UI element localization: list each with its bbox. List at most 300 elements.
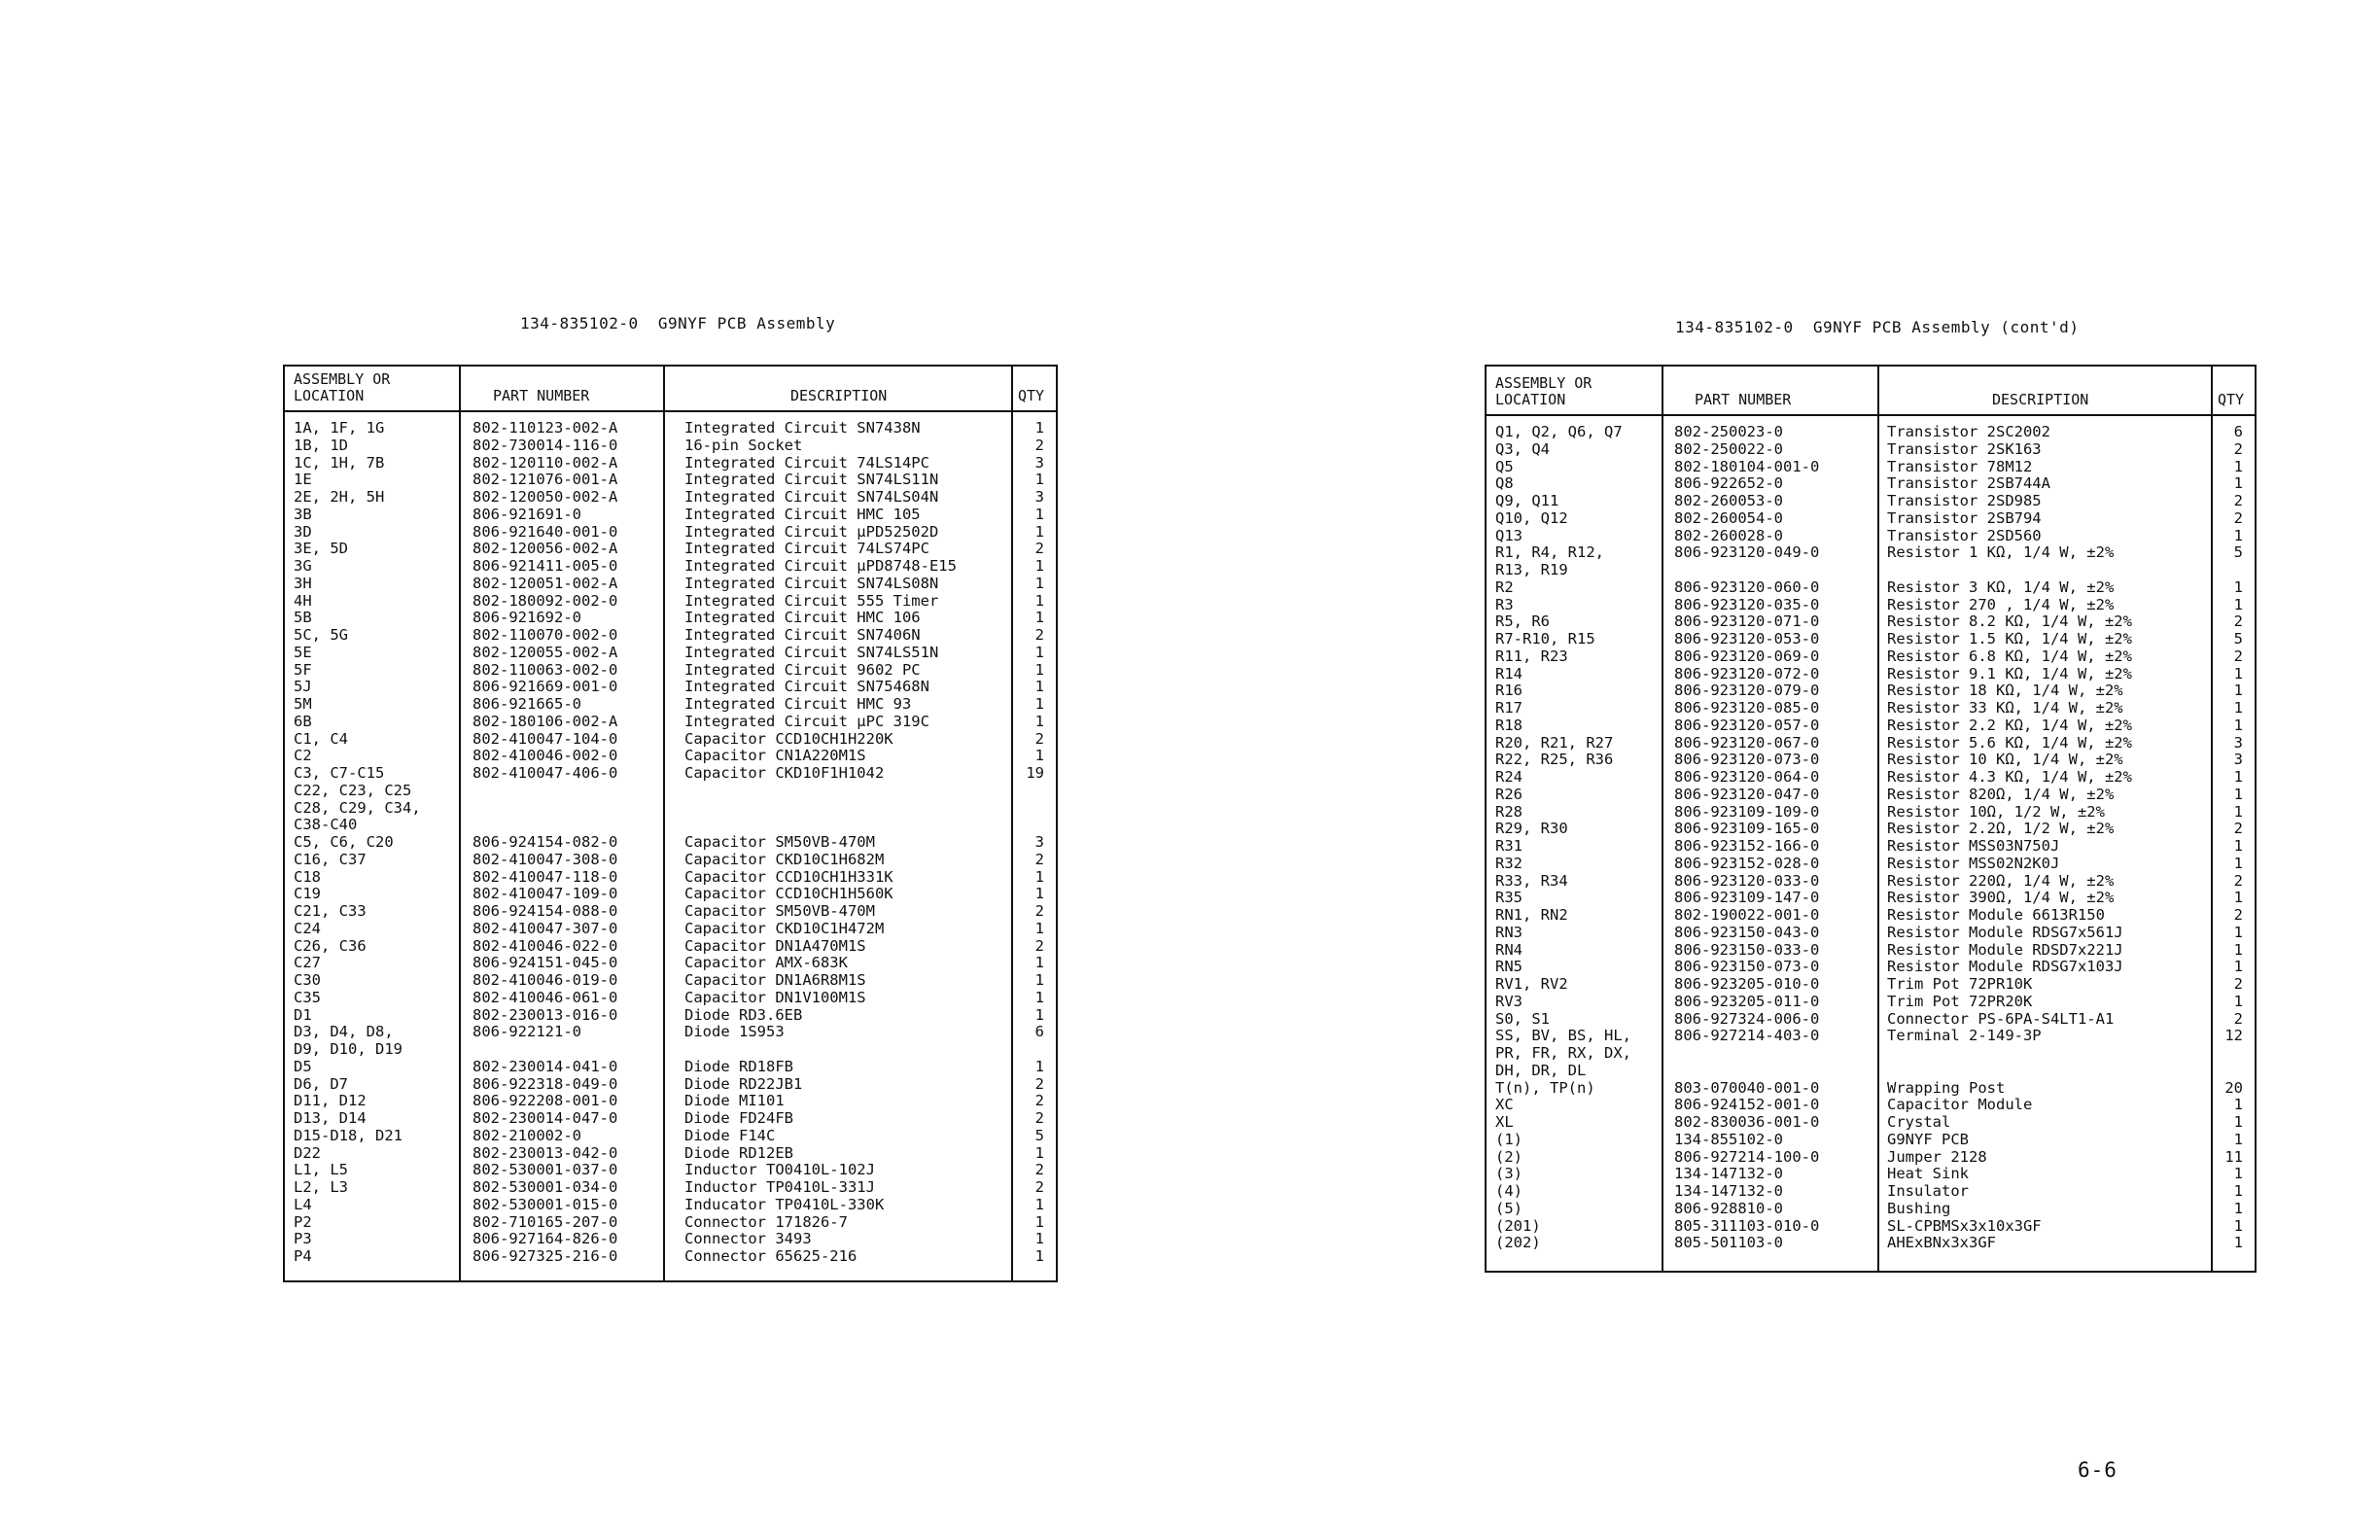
qty-cell: 1 bbox=[2233, 474, 2243, 493]
description-cell: Diode F14C bbox=[684, 1126, 776, 1144]
location-cell: R11, R23 bbox=[1495, 647, 1568, 665]
part-number-cell: 802-410046-061-0 bbox=[472, 988, 618, 1006]
qty-cell: 6 bbox=[1034, 1023, 1044, 1041]
table-row bbox=[1487, 612, 2257, 630]
location-cell: C19 bbox=[294, 885, 321, 903]
qty-cell: 11 bbox=[2224, 1147, 2243, 1166]
table-row bbox=[1487, 1113, 2257, 1131]
table-row bbox=[285, 782, 1058, 799]
part-number-cell: 802-830036-001-0 bbox=[1674, 1113, 1820, 1131]
description-cell: Integrated Circuit SN74LS11N bbox=[684, 471, 939, 489]
description-cell: Crystal bbox=[1887, 1113, 1951, 1131]
table-row bbox=[1487, 1131, 2257, 1148]
description-cell: Resistor Module RDSG7x561J bbox=[1887, 923, 2123, 941]
part-number-cell: 802-110070-002-0 bbox=[472, 626, 618, 644]
description-cell: Capacitor Module bbox=[1887, 1096, 2033, 1114]
qty-cell: 1 bbox=[2233, 716, 2243, 734]
location-cell: D1 bbox=[294, 1005, 312, 1024]
table-row bbox=[1487, 786, 2257, 803]
part-number-cell: 802-230014-041-0 bbox=[472, 1057, 618, 1075]
table-row bbox=[1487, 906, 2257, 924]
qty-cell: 2 bbox=[1034, 1178, 1044, 1196]
qty-cell: 1 bbox=[1034, 1230, 1044, 1248]
qty-cell: 1 bbox=[2233, 664, 2243, 682]
qty-cell: 2 bbox=[1034, 1074, 1044, 1093]
table-row bbox=[1487, 630, 2257, 648]
part-number-cell: 806-922208-001-0 bbox=[472, 1092, 618, 1110]
location-cell: D22 bbox=[294, 1143, 321, 1162]
part-number-cell: 802-121076-001-A bbox=[472, 471, 618, 489]
qty-cell: 2 bbox=[2233, 820, 2243, 838]
description-cell: Resistor 18 KΩ, 1/4 W, ±2% bbox=[1887, 682, 2123, 700]
qty-cell: 1 bbox=[2233, 940, 2243, 959]
qty-cell: 1 bbox=[1034, 1212, 1044, 1231]
location-cell: 5F bbox=[294, 660, 312, 679]
part-number-cell: 806-923205-010-0 bbox=[1674, 975, 1820, 993]
qty-cell: 5 bbox=[2233, 543, 2243, 562]
qty-cell: 2 bbox=[2233, 492, 2243, 509]
location-cell: XL bbox=[1495, 1113, 1514, 1131]
description-cell: Terminal 2-149-3P bbox=[1887, 1027, 2042, 1045]
part-number-cell: 806-923109-109-0 bbox=[1674, 802, 1820, 821]
part-number-cell: 806-923120-072-0 bbox=[1674, 664, 1820, 682]
part-number-cell: 806-923152-028-0 bbox=[1674, 854, 1820, 872]
qty-cell: 2 bbox=[2233, 508, 2243, 527]
table-row bbox=[285, 609, 1058, 626]
table-row bbox=[285, 523, 1058, 541]
qty-cell: 3 bbox=[1034, 833, 1044, 851]
part-number-cell: 806-924151-045-0 bbox=[472, 954, 618, 972]
table-row bbox=[1487, 527, 2257, 544]
qty-cell: 1 bbox=[2233, 1216, 2243, 1235]
part-number-cell: 134-147132-0 bbox=[1674, 1182, 1783, 1200]
part-number-cell: 806-921692-0 bbox=[472, 609, 581, 627]
location-cell: L4 bbox=[294, 1195, 312, 1213]
table-row bbox=[1487, 837, 2257, 855]
location-cell: 5C, 5G bbox=[294, 626, 348, 644]
table-row bbox=[285, 1247, 1058, 1265]
description-cell: Integrated Circuit SN7406N bbox=[684, 626, 921, 644]
location-cell: C22, C23, C25 bbox=[294, 781, 412, 799]
qty-cell: 1 bbox=[2233, 457, 2243, 475]
description-cell: Inducator TP0410L-330K bbox=[684, 1195, 885, 1213]
qty-cell: 2 bbox=[1034, 540, 1044, 558]
description-cell: Bushing bbox=[1887, 1199, 1951, 1217]
table-row bbox=[285, 1006, 1058, 1024]
part-number-cell: 806-923120-073-0 bbox=[1674, 751, 1820, 769]
part-number-cell: 806-923120-033-0 bbox=[1674, 871, 1820, 890]
description-cell: Capacitor DN1A470M1S bbox=[684, 936, 866, 955]
table-row bbox=[1487, 872, 2257, 890]
description-cell: Capacitor CKD10C1H472M bbox=[684, 919, 885, 937]
location-cell: D6, D7 bbox=[294, 1074, 348, 1093]
part-number-cell: 802-530001-015-0 bbox=[472, 1195, 618, 1213]
header-part-number: PART NUMBER bbox=[493, 387, 590, 404]
location-cell: (2) bbox=[1495, 1147, 1522, 1166]
table-row bbox=[285, 419, 1058, 437]
location-cell: R18 bbox=[1495, 716, 1522, 734]
table-row bbox=[1487, 423, 2257, 440]
qty-cell: 2 bbox=[1034, 729, 1044, 748]
description-cell: Resistor 10 KΩ, 1/4 W, ±2% bbox=[1887, 751, 2123, 769]
location-cell: R24 bbox=[1495, 768, 1522, 786]
qty-cell: 20 bbox=[2224, 1078, 2243, 1097]
part-number-cell: 806-923120-064-0 bbox=[1674, 768, 1820, 786]
description-cell: Diode RD22JB1 bbox=[684, 1074, 803, 1093]
table-row bbox=[285, 454, 1058, 472]
qty-cell: 1 bbox=[2233, 785, 2243, 803]
description-cell: Transistor 2SC2002 bbox=[1887, 423, 2050, 440]
table-row bbox=[1487, 1044, 2257, 1062]
table-row bbox=[1487, 975, 2257, 993]
location-cell: 6B bbox=[294, 712, 312, 730]
qty-cell: 1 bbox=[2233, 1113, 2243, 1131]
location-cell: R13, R19 bbox=[1495, 561, 1568, 578]
qty-cell: 1 bbox=[1034, 574, 1044, 592]
location-cell: D9, D10, D19 bbox=[294, 1040, 402, 1058]
location-cell: 1A, 1F, 1G bbox=[294, 419, 385, 437]
location-cell: D11, D12 bbox=[294, 1092, 367, 1110]
part-number-cell: 802-120051-002-A bbox=[472, 574, 618, 592]
part-number-cell: 806-923152-166-0 bbox=[1674, 837, 1820, 855]
qty-cell: 1 bbox=[1034, 919, 1044, 937]
location-cell: RV1, RV2 bbox=[1495, 975, 1568, 993]
description-cell: Integrated Circuit 74LS14PC bbox=[684, 453, 929, 472]
table-row bbox=[1487, 924, 2257, 941]
part-number-cell: 802-410046-022-0 bbox=[472, 936, 618, 955]
description-cell: Integrated Circuit µPC 319C bbox=[684, 712, 929, 730]
description-cell: Transistor 2SB744A bbox=[1887, 474, 2050, 493]
description-cell: Capacitor DN1A6R8M1S bbox=[684, 971, 866, 989]
table-row bbox=[1487, 820, 2257, 837]
part-number-cell: 806-927164-826-0 bbox=[472, 1230, 618, 1248]
location-cell: 5M bbox=[294, 695, 312, 713]
part-number-cell: 806-924152-001-0 bbox=[1674, 1096, 1820, 1114]
qty-cell: 1 bbox=[1034, 505, 1044, 523]
location-cell: D13, D14 bbox=[294, 1109, 367, 1127]
location-cell: L2, L3 bbox=[294, 1178, 348, 1196]
part-number-cell: 802-190022-001-0 bbox=[1674, 906, 1820, 924]
part-number-cell: 806-927325-216-0 bbox=[472, 1247, 618, 1265]
location-cell: (201) bbox=[1495, 1216, 1541, 1235]
description-cell: Diode MI101 bbox=[684, 1092, 785, 1110]
location-cell: 5E bbox=[294, 643, 312, 661]
location-cell: R17 bbox=[1495, 699, 1522, 717]
part-number-cell: 802-530001-034-0 bbox=[472, 1178, 618, 1196]
description-cell: Capacitor CCD10CH1H331K bbox=[684, 867, 893, 886]
qty-cell: 1 bbox=[1034, 1143, 1044, 1162]
location-cell: C38-C40 bbox=[294, 816, 358, 834]
location-cell: D3, D4, D8, bbox=[294, 1023, 394, 1041]
description-cell: Integrated Circuit 9602 PC bbox=[684, 660, 921, 679]
description-cell: Integrated Circuit SN75468N bbox=[684, 678, 929, 696]
location-cell: R31 bbox=[1495, 837, 1522, 855]
location-cell: Q3, Q4 bbox=[1495, 439, 1550, 458]
qty-cell: 2 bbox=[2233, 647, 2243, 665]
qty-cell: 1 bbox=[2233, 1182, 2243, 1200]
qty-cell: 1 bbox=[1034, 1005, 1044, 1024]
part-number-cell: 802-230013-042-0 bbox=[472, 1143, 618, 1162]
description-cell: Integrated Circuit 555 Timer bbox=[684, 591, 939, 610]
location-cell: R33, R34 bbox=[1495, 871, 1568, 890]
qty-cell: 3 bbox=[1034, 453, 1044, 472]
location-cell: 1C, 1H, 7B bbox=[294, 453, 385, 472]
part-number-cell: 134-855102-0 bbox=[1674, 1130, 1783, 1148]
description-cell: Inductor TP0410L-331J bbox=[684, 1178, 875, 1196]
part-number-cell: 802-230014-047-0 bbox=[472, 1109, 618, 1127]
table-row bbox=[1487, 596, 2257, 613]
description-cell: Resistor MSS03N750J bbox=[1887, 837, 2060, 855]
description-cell: Capacitor CKD10C1H682M bbox=[684, 850, 885, 868]
table-row bbox=[1487, 889, 2257, 906]
table-row bbox=[285, 920, 1058, 937]
table-row bbox=[1487, 682, 2257, 699]
table-row bbox=[1487, 492, 2257, 509]
location-cell: R29, R30 bbox=[1495, 820, 1568, 838]
table-row bbox=[1487, 717, 2257, 734]
qty-cell: 1 bbox=[1034, 1195, 1044, 1213]
description-cell: Connector 65625-216 bbox=[684, 1247, 858, 1265]
location-cell: SS, BV, BS, HL, bbox=[1495, 1027, 1631, 1045]
part-number-cell: 802-180092-002-0 bbox=[472, 591, 618, 610]
table-row bbox=[285, 506, 1058, 523]
description-cell: Diode 1S953 bbox=[684, 1023, 785, 1041]
part-number-cell: 802-410046-002-0 bbox=[472, 747, 618, 765]
qty-cell: 1 bbox=[1034, 471, 1044, 489]
part-number-cell: 805-501103-0 bbox=[1674, 1234, 1783, 1252]
description-cell: G9NYF PCB bbox=[1887, 1130, 1969, 1148]
description-cell: Capacitor CCD10CH1H560K bbox=[684, 885, 893, 903]
part-number-cell: 806-923120-069-0 bbox=[1674, 647, 1820, 665]
location-cell: C21, C33 bbox=[294, 902, 367, 920]
description-cell: Capacitor SM50VB-470M bbox=[684, 833, 875, 851]
part-number-cell: 802-120055-002-A bbox=[472, 643, 618, 661]
location-cell: C1, C4 bbox=[294, 729, 348, 748]
part-number-cell: 802-110123-002-A bbox=[472, 419, 618, 437]
table-row bbox=[1487, 665, 2257, 682]
table-row bbox=[285, 799, 1058, 817]
location-cell: 5B bbox=[294, 609, 312, 627]
description-cell: Integrated Circuit SN74LS51N bbox=[684, 643, 939, 661]
location-cell: T(n), TP(n) bbox=[1495, 1078, 1595, 1097]
location-cell: RN1, RN2 bbox=[1495, 906, 1568, 924]
qty-cell: 1 bbox=[1034, 643, 1044, 661]
description-cell: Integrated Circuit HMC 93 bbox=[684, 695, 912, 713]
location-cell: L1, L5 bbox=[294, 1161, 348, 1179]
location-cell: (202) bbox=[1495, 1234, 1541, 1252]
part-number-cell: 802-120110-002-A bbox=[472, 453, 618, 472]
part-number-cell: 806-923120-057-0 bbox=[1674, 716, 1820, 734]
qty-cell: 1 bbox=[1034, 885, 1044, 903]
qty-cell: 1 bbox=[2233, 1096, 2243, 1114]
qty-cell: 1 bbox=[2233, 958, 2243, 976]
table-row bbox=[1487, 1010, 2257, 1028]
qty-cell: 12 bbox=[2224, 1027, 2243, 1045]
location-cell: 4H bbox=[294, 591, 312, 610]
part-number-cell: 802-410047-406-0 bbox=[472, 764, 618, 782]
table-row bbox=[1487, 1027, 2257, 1044]
description-cell: Connector 3493 bbox=[684, 1230, 812, 1248]
location-cell: Q1, Q2, Q6, Q7 bbox=[1495, 423, 1623, 440]
description-cell: Trim Pot 72PR20K bbox=[1887, 992, 2033, 1010]
table-row bbox=[285, 764, 1058, 782]
part-number-cell: 802-710165-207-0 bbox=[472, 1212, 618, 1231]
location-cell: C26, C36 bbox=[294, 936, 367, 955]
part-number-cell: 802-260028-0 bbox=[1674, 526, 1783, 544]
description-cell: Capacitor CKD10F1H1042 bbox=[684, 764, 885, 782]
location-cell: Q8 bbox=[1495, 474, 1514, 493]
table-row bbox=[285, 1075, 1058, 1093]
table-row bbox=[285, 885, 1058, 902]
part-number-cell: 802-120056-002-A bbox=[472, 540, 618, 558]
location-cell: (4) bbox=[1495, 1182, 1522, 1200]
table-row bbox=[285, 1213, 1058, 1231]
location-cell: C28, C29, C34, bbox=[294, 798, 421, 817]
table-row bbox=[285, 1109, 1058, 1127]
part-number-cell: 803-070040-001-0 bbox=[1674, 1078, 1820, 1097]
header-part-number: PART NUMBER bbox=[1695, 391, 1792, 408]
description-cell: Transistor 2SD985 bbox=[1887, 492, 2042, 509]
qty-cell: 1 bbox=[1034, 988, 1044, 1006]
description-cell: Inductor TO0410L-102J bbox=[684, 1161, 875, 1179]
part-number-cell: 806-923205-011-0 bbox=[1674, 992, 1820, 1010]
table-row bbox=[1487, 855, 2257, 872]
description-cell: Diode RD18FB bbox=[684, 1057, 793, 1075]
location-cell: R3 bbox=[1495, 595, 1514, 613]
table-row bbox=[285, 1127, 1058, 1144]
qty-cell: 1 bbox=[2233, 768, 2243, 786]
qty-cell: 1 bbox=[1034, 971, 1044, 989]
location-cell: C5, C6, C20 bbox=[294, 833, 394, 851]
table-row bbox=[285, 713, 1058, 730]
part-number-cell: 806-921640-001-0 bbox=[472, 522, 618, 541]
part-number-cell: 802-410047-118-0 bbox=[472, 867, 618, 886]
description-cell: Resistor 10Ω, 1/2 W, ±2% bbox=[1887, 802, 2105, 821]
table-row bbox=[1487, 1234, 2257, 1251]
table-row bbox=[285, 471, 1058, 488]
qty-cell: 1 bbox=[1034, 609, 1044, 627]
qty-cell: 1 bbox=[2233, 682, 2243, 700]
qty-cell: 1 bbox=[2233, 595, 2243, 613]
location-cell: DH, DR, DL bbox=[1495, 1061, 1587, 1079]
table-row bbox=[1487, 941, 2257, 959]
location-cell: 3E, 5D bbox=[294, 540, 348, 558]
part-number-cell: 802-410047-104-0 bbox=[472, 729, 618, 748]
qty-cell: 1 bbox=[2233, 889, 2243, 907]
qty-cell: 2 bbox=[2233, 975, 2243, 993]
part-number-cell: 806-923120-060-0 bbox=[1674, 578, 1820, 596]
location-cell: (5) bbox=[1495, 1199, 1522, 1217]
qty-cell: 2 bbox=[2233, 871, 2243, 890]
description-cell: Integrated Circuit 74LS74PC bbox=[684, 540, 929, 558]
description-cell: AHExBNx3x3GF bbox=[1887, 1234, 1996, 1252]
table-row bbox=[285, 747, 1058, 764]
qty-cell: 5 bbox=[2233, 630, 2243, 648]
qty-cell: 5 bbox=[1034, 1126, 1044, 1144]
qty-cell: 1 bbox=[2233, 699, 2243, 717]
location-cell: R28 bbox=[1495, 802, 1522, 821]
description-cell: Insulator bbox=[1887, 1182, 1969, 1200]
table-row bbox=[1487, 1165, 2257, 1182]
description-cell: Capacitor SM50VB-470M bbox=[684, 902, 875, 920]
right-parts-table bbox=[1485, 365, 2257, 1273]
location-cell: 1E bbox=[294, 471, 312, 489]
qty-cell: 19 bbox=[1026, 764, 1044, 782]
location-cell: Q5 bbox=[1495, 457, 1514, 475]
location-cell: R26 bbox=[1495, 785, 1522, 803]
table-row bbox=[1487, 1217, 2257, 1235]
description-cell: Heat Sink bbox=[1887, 1165, 1969, 1183]
qty-cell: 1 bbox=[2233, 1130, 2243, 1148]
qty-cell: 1 bbox=[1034, 660, 1044, 679]
table-row bbox=[1487, 1096, 2257, 1113]
table-row bbox=[1487, 768, 2257, 786]
table-row bbox=[285, 644, 1058, 661]
table-row bbox=[285, 868, 1058, 886]
qty-cell: 2 bbox=[2233, 612, 2243, 631]
table-row bbox=[285, 661, 1058, 679]
header-location: ASSEMBLY OR LOCATION bbox=[294, 370, 391, 404]
qty-cell: 2 bbox=[1034, 850, 1044, 868]
description-cell: Resistor Module 6613R150 bbox=[1887, 906, 2105, 924]
location-cell: Q10, Q12 bbox=[1495, 508, 1568, 527]
table-row bbox=[285, 1178, 1058, 1196]
qty-cell: 2 bbox=[1034, 626, 1044, 644]
description-cell: Transistor 78M12 bbox=[1887, 457, 2033, 475]
table-row bbox=[1487, 509, 2257, 527]
right-table-title: 134-835102-0 G9NYF PCB Assembly (cont'd) bbox=[1675, 318, 2080, 336]
table-row bbox=[1487, 474, 2257, 492]
table-row bbox=[1487, 458, 2257, 475]
part-number-cell: 806-921665-0 bbox=[472, 695, 581, 713]
description-cell: Integrated Circuit SN74LS04N bbox=[684, 488, 939, 506]
location-cell: PR, FR, RX, DX, bbox=[1495, 1044, 1631, 1062]
table-row bbox=[285, 1058, 1058, 1075]
table-row bbox=[285, 437, 1058, 454]
header-location: ASSEMBLY OR LOCATION bbox=[1495, 374, 1592, 408]
qty-cell: 1 bbox=[1034, 1057, 1044, 1075]
part-number-cell: 802-410047-308-0 bbox=[472, 850, 618, 868]
part-number-cell: 802-730014-116-0 bbox=[472, 436, 618, 454]
qty-cell: 1 bbox=[2233, 992, 2243, 1010]
table-row bbox=[1487, 993, 2257, 1010]
table-row bbox=[1487, 543, 2257, 561]
table-row bbox=[1487, 1148, 2257, 1166]
header-qty: QTY bbox=[2218, 391, 2245, 408]
part-number-cell: 806-923109-147-0 bbox=[1674, 889, 1820, 907]
part-number-cell: 802-410046-019-0 bbox=[472, 971, 618, 989]
table-row bbox=[285, 1092, 1058, 1109]
description-cell: Integrated Circuit HMC 105 bbox=[684, 505, 921, 523]
part-number-cell: 806-923120-067-0 bbox=[1674, 733, 1820, 752]
qty-cell: 2 bbox=[1034, 1092, 1044, 1110]
part-number-cell: 802-530001-037-0 bbox=[472, 1161, 618, 1179]
description-cell: Transistor 2SB794 bbox=[1887, 508, 2042, 527]
part-number-cell: 806-923120-053-0 bbox=[1674, 630, 1820, 648]
part-number-cell: 805-311103-010-0 bbox=[1674, 1216, 1820, 1235]
table-row bbox=[1487, 648, 2257, 665]
location-cell: R7-R10, R15 bbox=[1495, 630, 1595, 648]
part-number-cell: 802-250022-0 bbox=[1674, 439, 1783, 458]
description-cell: Resistor 9.1 KΩ, 1/4 W, ±2% bbox=[1887, 664, 2132, 682]
table-row bbox=[1487, 734, 2257, 752]
location-cell: RN3 bbox=[1495, 923, 1522, 941]
table-row bbox=[285, 1161, 1058, 1178]
location-cell: R2 bbox=[1495, 578, 1514, 596]
location-cell: C24 bbox=[294, 919, 321, 937]
part-number-cell: 802-180106-002-A bbox=[472, 712, 618, 730]
qty-cell: 1 bbox=[1034, 867, 1044, 886]
